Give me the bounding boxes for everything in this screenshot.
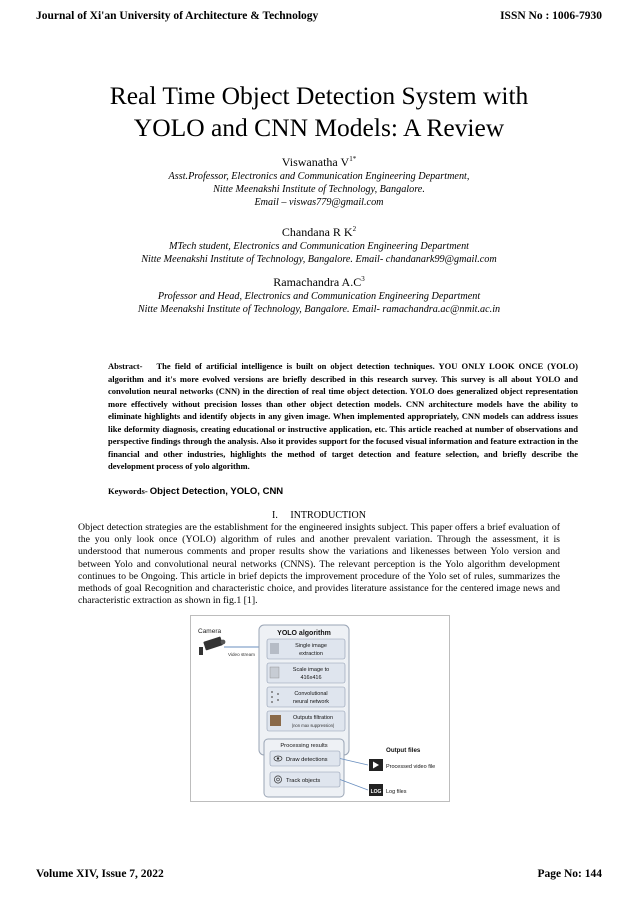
author-affiliation: Asst.Professor, Electronics and Communication Engineering Department, [168, 171, 470, 182]
keywords-text: Object Detection, YOLO, CNN [149, 486, 284, 497]
video-file-icon [369, 759, 383, 771]
page-header [36, 10, 602, 26]
yolo-algorithm-title: YOLO algorithm [277, 630, 331, 637]
author-affiliation: MTech student, Electronics and Communication Engineering Department [168, 241, 470, 252]
paper-title: Real Time Object Detection System with YOLO and CNN Models: A Review [109, 81, 529, 142]
svg-text:Track objects: Track objects [286, 778, 321, 784]
journal-name: Journal of Xi'an University of Architecture & Technology [36, 10, 319, 22]
svg-text:Scale image to: Scale image to [292, 667, 330, 673]
log-file-icon [369, 784, 383, 796]
abstract [108, 360, 578, 473]
processed-video-label: Processed video file [386, 764, 436, 770]
scale-image-icon [270, 667, 279, 678]
keywords-label: Keywords- [108, 486, 148, 496]
svg-text:neural network: neural network [292, 699, 330, 705]
author-1: Viswanatha $V^{1*}$ Asst.Professor, Electronics and Communication Engineering Department, Nitte Meenakshi Institute of Technology, Bangalore. Email – viswas779@gmail.com [40, 152, 598, 209]
image-extract-icon [270, 643, 279, 654]
author-affiliation: Nitte Meenakshi Institute of Technology, Bangalore. Email- chandanark99@gmail.com [141, 254, 497, 265]
section-heading: I. INTRODUCTION [272, 510, 366, 521]
log-files-label: Log files [386, 789, 407, 795]
abstract-text: The field of artificial intelligence is built on object detection techniques. YOU ONLY LOOK ONCE (YOLO) algorithm and it's more evolved versions are briefly described in this research survey. This survey is all about YOLO and convolution neural networks (CNN) in the direction of real time object detection. YOLO does generalized object representation more effectively without precision losses than other object detection models. CNN architecture models have the ability to eliminate highlights and identify objects in any given image. When implemented appropriately, CNN models can address issues like deformity diagnosis, creating educational or instructive application, etc. This article reached at number of observations and perspective findings through the analysis. Also it provides support for the focused visual information and feature extraction in the financial and other industries, highlights the method of target detection and feature selection, and briefly describe the development process of yolo algorithm. [108, 361, 578, 471]
author-affiliation: Nitte Meenakshi Institute of Technology, Bangalore. [213, 184, 425, 195]
author-name: Chandana R K [281, 225, 353, 239]
svg-text:Draw detections: Draw detections [286, 757, 328, 763]
video-stream-label: Video stream [228, 652, 255, 657]
camera-label: Camera [198, 628, 222, 635]
page-number: Page No: 144 [537, 868, 602, 880]
output-files-title: Output files [386, 747, 421, 754]
svg-text:Single image: Single image [295, 643, 327, 649]
svg-text:(non max suppression): (non max suppression) [291, 723, 335, 728]
author-affiliation: Nitte Meenakshi Institute of Technology, Bangalore. Email- ramachandra.ac@nmit.ac.in [137, 304, 501, 315]
issn: ISSN No : 1006-7930 [500, 10, 602, 22]
filtration-thumbnail-icon [270, 715, 281, 726]
processing-results-title: Processing results [280, 743, 328, 749]
author-affiliation: Professor and Head, Electronics and Communication Engineering Department [157, 291, 481, 302]
author-email: Email – viswas779@gmail.com [254, 197, 384, 208]
introduction-paragraph: Object detection strategies are the establishment for the engineered insights subject. This paper offers a brief evaluation of the you only look once (YOLO) algorithm of rules and another prevalent variation. Through the assessment, it is understood that numerous comments and proper results show the variations and likenesses between Yolo version and between Yolo and convolutional neural networks (CNNS). The relevant perception is the Yolo algorithm development continues to be Ongoing. This article in brief depicts the improvement procedure of the Yolo set of rules, summarizes the methods of goal Recognition and characteristic choice, and provides literature assistance for the centered image news and characteristic extraction as shown in fig.1 [1]. [78, 522, 560, 607]
author-name: Ramachandra A.C [273, 275, 362, 289]
author-2: Chandana R $K^2$ MTech student, Electronics and Communication Engineering Department Nitte Meenakshi Institute of Technology, Bangalore. Email- chandanark99@gmail.com [40, 222, 598, 266]
yolo-pipeline-figure [190, 615, 450, 802]
svg-text:Convolutional: Convolutional [294, 691, 328, 697]
author-name: Viswanatha V [281, 155, 350, 169]
svg-text:416x416: 416x416 [300, 675, 322, 681]
keywords [108, 486, 283, 497]
svg-text:Outputs filtration: Outputs filtration [292, 715, 334, 721]
svg-text:extraction: extraction [299, 651, 323, 657]
svg-text:LOG: LOG [370, 789, 382, 795]
abstract-label: Abstract- [108, 361, 143, 371]
volume-issue: Volume XIV, Issue 7, 2022 [36, 868, 164, 880]
author-3: Ramachandra $A.C^3$ Professor and Head, Electronics and Communication Engineering Department Nitte Meenakshi Institute of Technology, Bangalore. Email- ramachandra.ac@nmit.ac.in [40, 272, 598, 316]
